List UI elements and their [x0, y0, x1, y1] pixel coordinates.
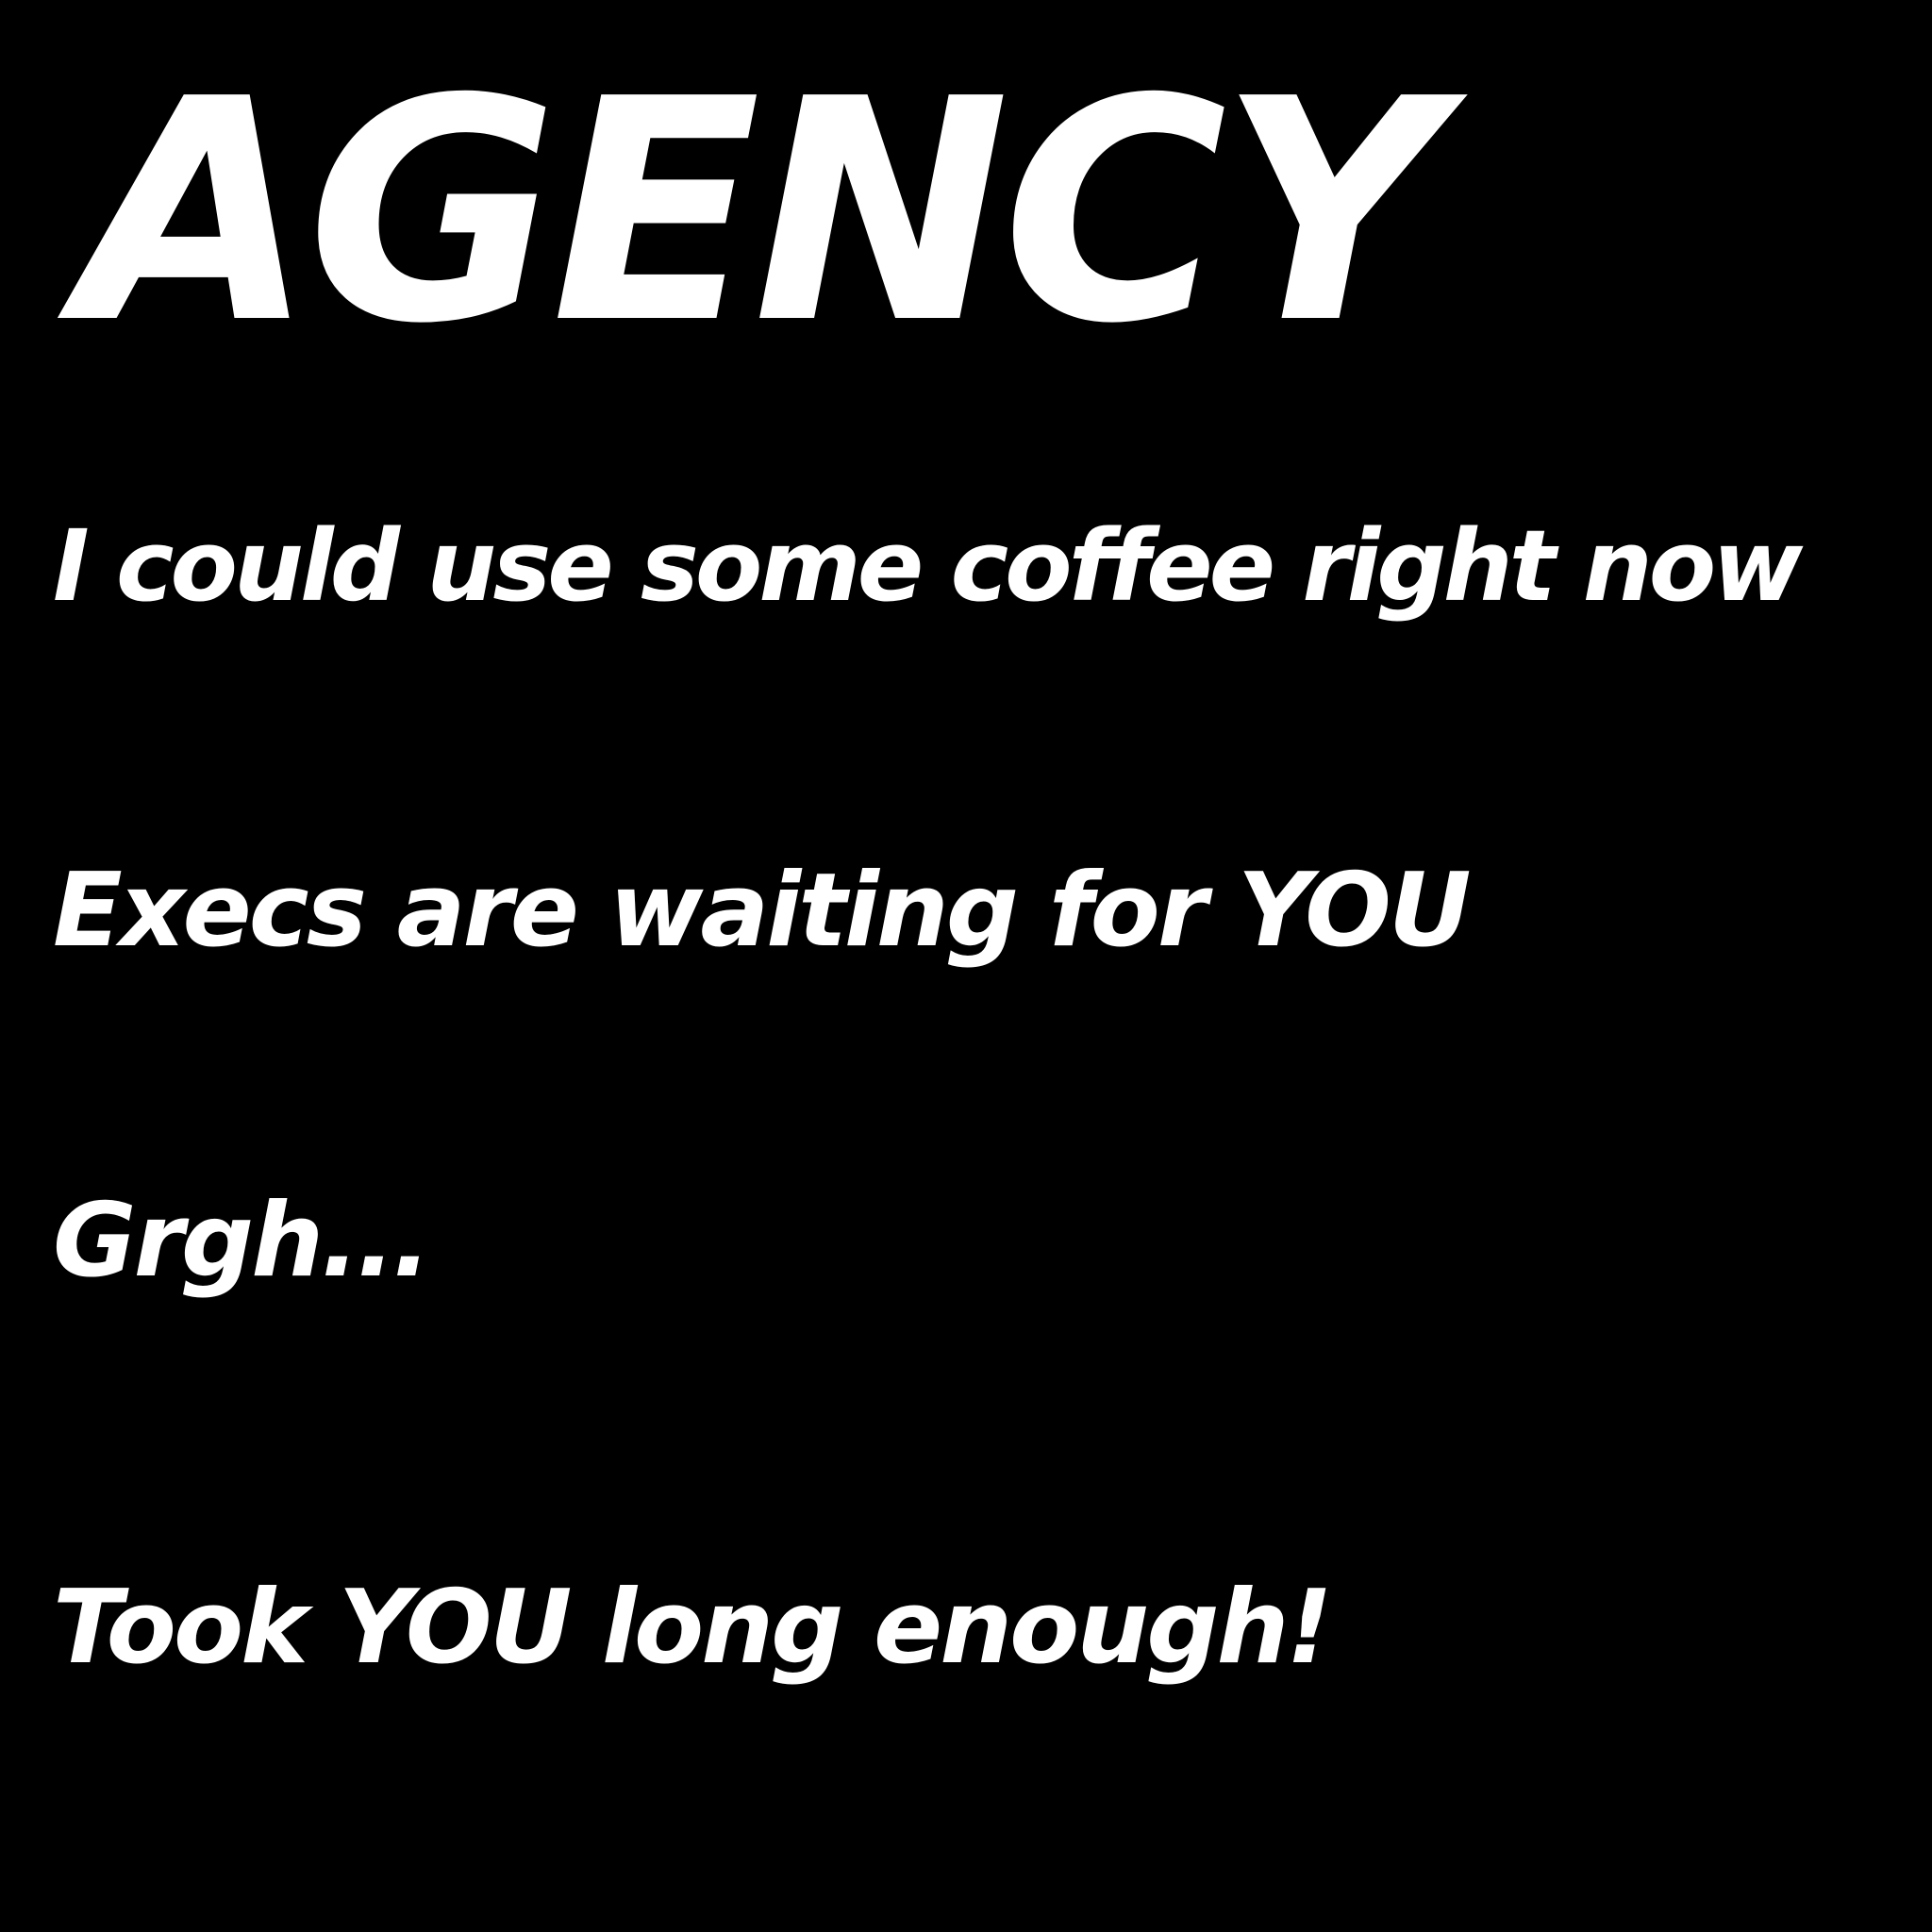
dialogue-line-grgh: Grgh...	[53, 1182, 429, 1300]
agency-title: AGENCY	[77, 33, 1435, 391]
dialogue-line-coffee: I could use some coffee right now	[53, 508, 1800, 624]
dialogue-line-took-long: Took YOU long enough!	[53, 1569, 1330, 1687]
dialogue-line-execs: Execs are waiting for YOU	[53, 852, 1469, 970]
